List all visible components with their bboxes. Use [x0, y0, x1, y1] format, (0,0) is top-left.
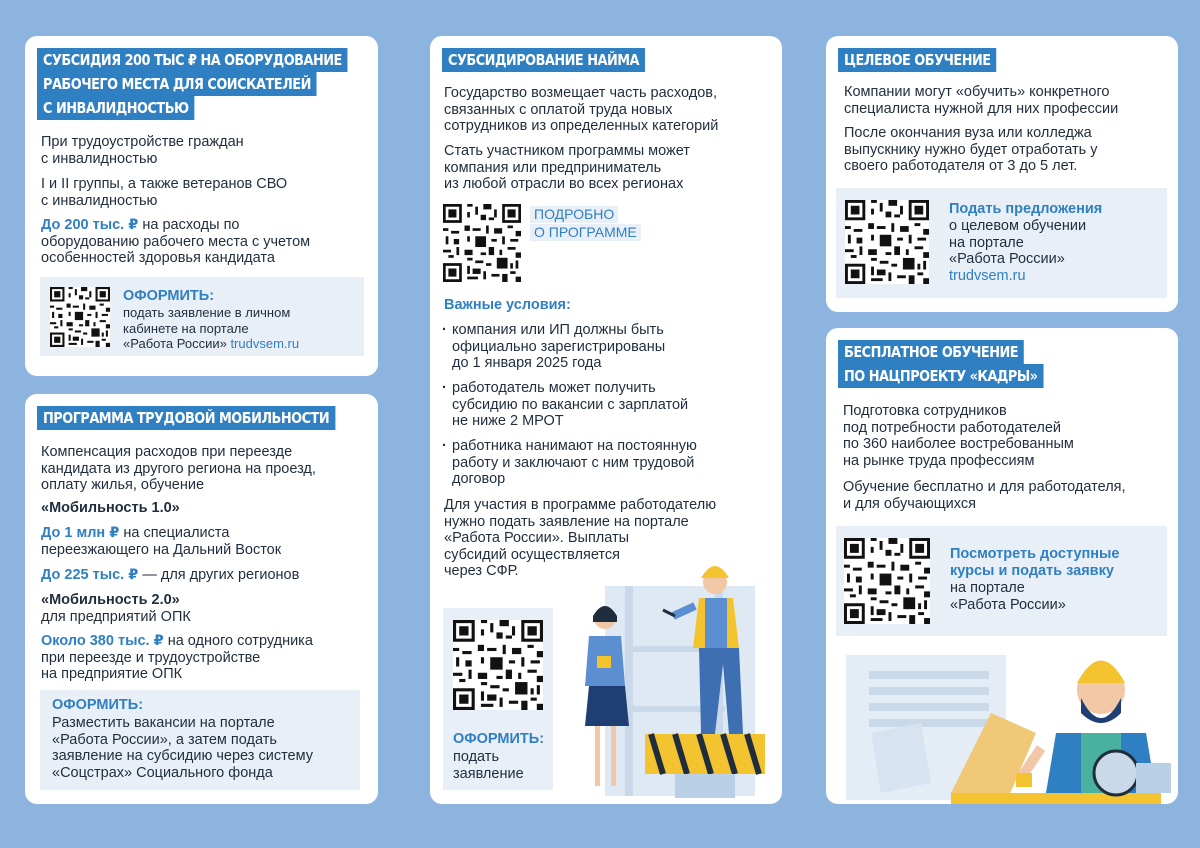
qr-code-icon	[845, 200, 929, 284]
workers-illustration	[575, 526, 782, 804]
program-name: «Мобильность 2.0»	[41, 592, 180, 608]
qr-code[interactable]	[844, 538, 930, 624]
paragraph: Обучение бесплатно и для работодателя, и для обучающихся	[843, 479, 1126, 512]
conditions-title: Важные условия:	[444, 297, 571, 313]
condition-item: · компания или ИП должны быть официально зарегистрированы до 1 января 2025 года	[442, 322, 665, 372]
condition-item: · работника нанимают на постоянную работу и заключают с ним трудовой договор	[442, 438, 697, 488]
qr-code[interactable]	[453, 620, 543, 710]
paragraph: Компенсация расходов при переезде кандидата из другого региона на проезд, оплату жилья, обучение	[41, 444, 316, 493]
qr-code[interactable]	[50, 287, 110, 347]
action-panel	[836, 526, 1167, 636]
card-free-training	[826, 328, 1178, 804]
qr-code-icon	[443, 204, 521, 282]
paragraph: Компании могут «обучить» конкретного специалиста нужной для них профессии	[844, 84, 1119, 117]
action-label: ОФОРМИТЬ:	[123, 288, 215, 304]
paragraph: Подготовка сотрудников под потребности работодателей по 360 наиболее востребованным на рынке труда профессиям	[843, 403, 1074, 469]
qr-code[interactable]	[845, 200, 929, 284]
action-text: подать заявление в личном кабинете на портале «Работа России» trudvsem.ru	[123, 305, 300, 351]
more-about-program-link[interactable]: ПОДРОБНО О ПРОГРАММЕ	[530, 206, 641, 242]
card-labor-mobility	[25, 394, 378, 804]
action-panel	[40, 690, 360, 790]
action-panel	[443, 608, 553, 790]
program-name: «Мобильность 1.0»	[41, 500, 180, 516]
paragraph: Для участия в программе работодателю нужно подать заявление на портале «Работа России». Выплаты субсидий осуществляется через СФР.	[444, 497, 717, 579]
action-text: на портале «Работа России»	[950, 580, 1066, 613]
qr-code-icon	[50, 287, 110, 347]
action-panel	[836, 188, 1167, 298]
card-title: ПРОГРАММА ТРУДОВОЙ МОБИЛЬНОСТИ	[37, 406, 384, 430]
portal-link[interactable]: trudvsem.ru	[949, 268, 1026, 284]
paragraph: После окончания вуза или колледжа выпускнику нужно будет отработать у своего работодателя от 3 до 5 лет.	[844, 125, 1098, 174]
paragraph: До 225 тыс. ₽ — для других регионов	[41, 567, 300, 583]
card-title: БЕСПЛАТНОЕ ОБУЧЕНИЕ ПО НАЦПРОЕКТУ «КАДРЫ»	[838, 340, 1077, 388]
card-title: СУБСИДИЯ 200 ТЫС ₽ НА ОБОРУДОВАНИЕ РАБОЧЕГО МЕСТА ДЛЯ СОИСКАТЕЛЕЙ С ИНВАЛИДНОСТЬЮ	[37, 48, 398, 120]
card-hiring-subsidy	[430, 36, 782, 804]
action-text: о целевом обучении на портале «Работа России»	[949, 218, 1087, 267]
condition-item: · работодатель может получить субсидию по вакансии с зарплатой не ниже 2 МРОТ	[442, 380, 688, 430]
card-disability-subsidy	[25, 36, 378, 376]
action-text: подать заявление	[453, 749, 524, 782]
paragraph: При трудоустройстве граждан с инвалидностью	[41, 134, 244, 167]
paragraph: для предприятий ОПК	[41, 609, 191, 625]
card-targeted-training	[826, 36, 1178, 312]
action-text: Разместить вакансии на портале «Работа России», а затем подать заявление на субсидию через систему «Соцстрах» Социального фонда	[52, 715, 314, 781]
card-title: СУБСИДИРОВАНИЕ НАЙМА	[442, 48, 678, 72]
paragraph: Стать участником программы может компания или предприниматель из любой отрасли во всех регионах	[444, 143, 690, 192]
qr-code-icon	[453, 620, 543, 710]
paragraph: Государство возмещает часть расходов, связанных с оплатой труда новых сотрудников из определенных категорий	[444, 85, 719, 134]
action-label: Подать предложения	[949, 201, 1103, 217]
portal-link[interactable]: trudvsem.ru	[230, 336, 300, 351]
action-label: ОФОРМИТЬ:	[453, 731, 545, 747]
action-panel	[40, 277, 364, 356]
qr-code[interactable]	[443, 204, 521, 282]
action-label: ОФОРМИТЬ:	[52, 697, 144, 713]
card-title: ЦЕЛЕВОЕ ОБУЧЕНИЕ	[838, 48, 1022, 72]
action-label: Посмотреть доступные курсы и подать заявку	[950, 546, 1120, 579]
paragraph: Около 380 тыс. ₽ на одного сотрудника при переезде и трудоустройстве на предприятие ОПК	[41, 633, 313, 682]
carpenter-illustration	[841, 643, 1178, 804]
qr-code-icon	[844, 538, 930, 624]
paragraph: I и II группы, а также ветеранов СВО с инвалидностью	[41, 176, 288, 209]
paragraph: До 200 тыс. ₽ на расходы по оборудованию рабочего места с учетом особенностей здоровья кандидата	[41, 217, 311, 266]
paragraph: До 1 млн ₽ на специалиста переезжающего на Дальний Восток	[41, 525, 282, 558]
